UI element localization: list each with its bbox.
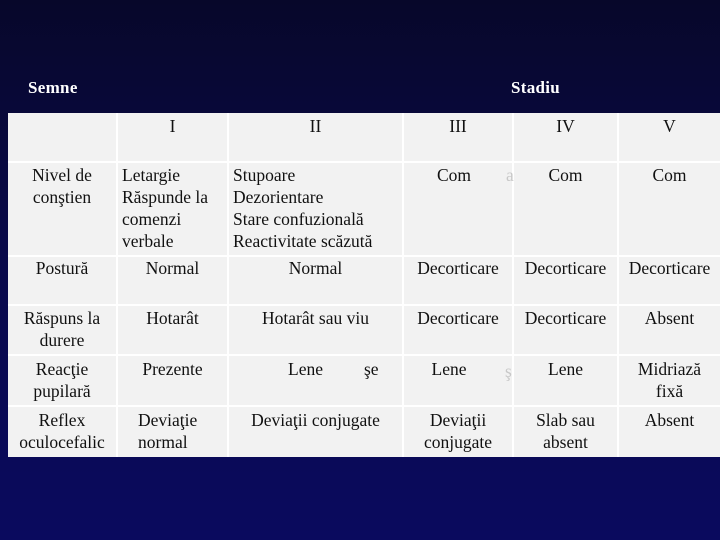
cell-reflex-IV: Slab sau absent <box>536 410 595 452</box>
cell-reactie-III: Lene <box>431 359 467 379</box>
cell-reflex-V: Absent <box>644 410 695 430</box>
cell-reactie-IV: Lene <box>548 359 583 379</box>
row-label-nivel: Nivel de conştien <box>32 165 92 207</box>
cell-reactie-I: Prezente <box>142 359 203 379</box>
cell-postura-II: Normal <box>288 258 343 278</box>
cell-nivel-II: Stupoare Dezorientare Stare confuzională Reactivitate scăzută <box>233 165 373 251</box>
row-divider <box>8 304 720 306</box>
cell-reactie-II-part2: şe <box>364 359 379 379</box>
cell-reactie-II-part1: Lene <box>288 359 323 379</box>
cell-raspuns-III: Decorticare <box>417 308 499 328</box>
cell-reactie-III-residue: ş <box>505 361 512 381</box>
cell-raspuns-II: Hotarât sau viu <box>262 308 369 328</box>
cell-postura-I: Normal <box>145 258 200 278</box>
cell-reflex-III: Deviaţii conjugate <box>423 410 493 452</box>
cell-postura-III: Decorticare <box>417 258 499 278</box>
row-divider <box>8 405 720 407</box>
col-header-V: V <box>663 116 676 136</box>
cell-reactie-V: Midriază fixă <box>637 359 702 401</box>
col-header-IV: IV <box>556 116 575 136</box>
cell-postura-V: Decorticare <box>628 258 711 278</box>
coma-stages-table <box>8 113 720 457</box>
cell-reflex-I: Deviaţie normal <box>138 410 198 452</box>
col-header-III: III <box>449 116 467 136</box>
cell-nivel-IV: Com <box>548 165 583 185</box>
cell-nivel-I: Letargie Răspunde la comenzi verbale <box>122 165 209 251</box>
row-divider <box>8 161 720 163</box>
cell-raspuns-V: Absent <box>644 308 695 328</box>
row-label-postura: Postură <box>35 258 89 278</box>
cell-nivel-III: Com <box>436 165 472 185</box>
header-semne: Semne <box>28 78 78 97</box>
col-header-I: I <box>169 116 176 136</box>
cell-reflex-II: Deviaţii conjugate <box>251 410 380 430</box>
row-label-raspuns: Răspuns la durere <box>23 308 101 350</box>
cell-raspuns-I: Hotarât <box>146 308 199 328</box>
row-divider <box>8 354 720 356</box>
row-label-reactie: Reacţie pupilară <box>33 359 91 401</box>
header-stadiu: Stadiu <box>511 78 561 97</box>
cell-nivel-V: Com <box>652 165 687 185</box>
cell-raspuns-IV: Decorticare <box>524 308 607 328</box>
cell-postura-IV: Decorticare <box>524 258 607 278</box>
row-label-reflex: Reflex oculocefalic <box>19 410 105 452</box>
cell-nivel-III-residue: a <box>506 165 514 185</box>
col-header-II: II <box>309 116 322 136</box>
